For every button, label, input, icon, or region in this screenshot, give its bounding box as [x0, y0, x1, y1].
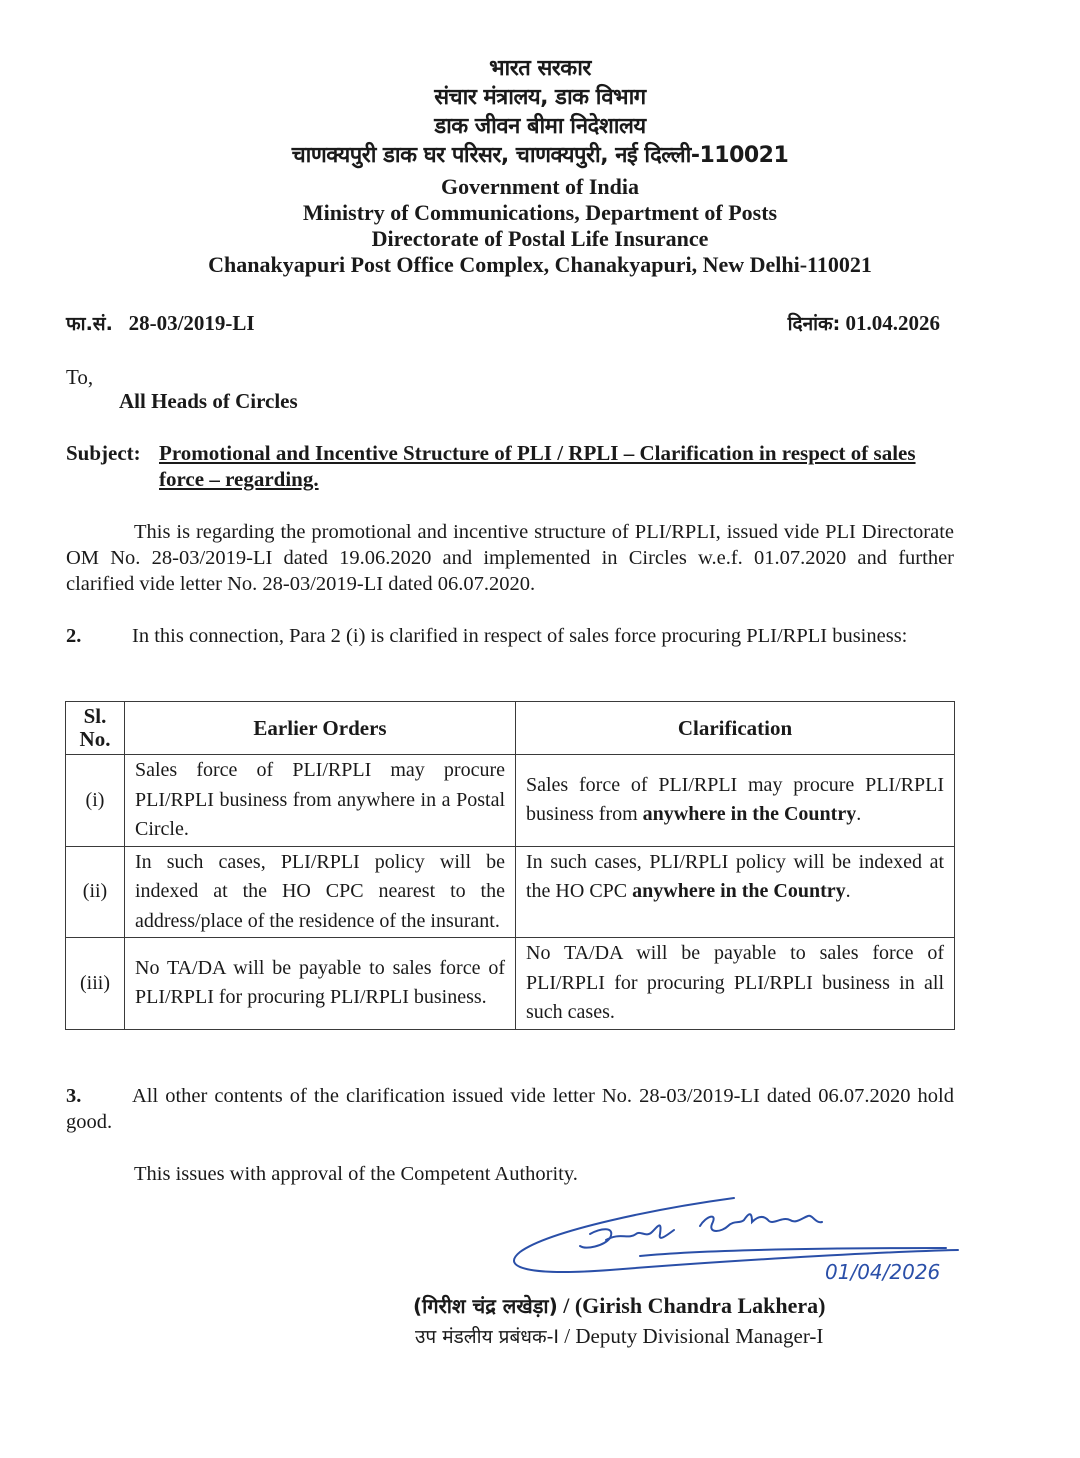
to-label: To, [66, 365, 94, 389]
paragraph-number: 3. [66, 1085, 82, 1107]
row-earlier-order: In such cases, PLI/RPLI policy will be indexed at the HO CPC nearest to the address/place of the residence of the insurant. [125, 846, 516, 938]
header-clarification: Clarification [516, 702, 955, 755]
clarification-punct: . [845, 880, 851, 902]
row-sl-no: (iii) [66, 938, 125, 1030]
clarification-text: No TA/DA will be payable to sales force of PLI/RPLI for procuring PLI/RPLI business in all such cases. [526, 942, 944, 1023]
letterhead-hindi [0, 54, 1080, 170]
paragraph-2-text: In this connection, Para 2 (i) is clarified in respect of sales force procuring PLI/RPLI business: [132, 625, 908, 647]
file-number-value: 28-03/2019-LI [128, 311, 255, 335]
paragraph-3-text: All other contents of the clarification issued vide letter No. 28-03/2019-LI dated 06.07.2020 hold good. [66, 1085, 954, 1133]
paragraph-2 [66, 623, 954, 649]
table-row [66, 938, 955, 1030]
handwritten-date: 01/04/2026 [825, 1260, 941, 1284]
row-clarification [516, 755, 955, 847]
signatory-name-hindi: (गिरीश चंद्र लखेड़ा) [413, 1294, 558, 1318]
paragraph-1: This is regarding the promotional and incentive structure of PLI/RPLI, issued vide PLI Directorate OM No. 28-03/2019-LI dated 19.06.2020 and implemented in Circles w.e.f. 01.07.2020 and further clarified vide letter No. 28-03/2019-LI dated 06.07.2020. [66, 521, 954, 595]
designation-english: Deputy Divisional Manager-I [575, 1324, 824, 1348]
signatory-name-english: (Girish Chandra Lakhera) [574, 1293, 826, 1318]
designation-separator: / [559, 1324, 576, 1348]
row-earlier-order: No TA/DA will be payable to sales force of PLI/RPLI for procuring PLI/RPLI business. [125, 938, 516, 1030]
clarification-text: Sales force of PLI/RPLI may procure PLI/RPLI business from [526, 773, 944, 826]
date-value: 01.04.2026 [845, 311, 940, 335]
letterhead-english-line: Directorate of Postal Life Insurance [371, 226, 709, 251]
clarification-text: In such cases, PLI/RPLI policy will be indexed at the HO CPC [526, 850, 944, 902]
row-clarification [516, 938, 955, 1030]
clarification-emphasis: anywhere in the Country [642, 803, 857, 826]
signatory-designation [415, 1323, 823, 1349]
paragraph-3 [66, 1083, 954, 1135]
subject-label: Subject: [66, 441, 141, 465]
header-sl-no: Sl. No. [66, 702, 125, 755]
table-row [66, 846, 955, 938]
header-earlier-orders: Earlier Orders [125, 702, 516, 755]
table-header-row [66, 702, 955, 755]
row-clarification [516, 846, 955, 938]
letterhead-hindi-line: डाक जीवन बीमा निदेशालय [434, 114, 646, 139]
addressee: All Heads of Circles [119, 389, 298, 413]
clarification-punct: . [856, 803, 862, 826]
table-row [66, 755, 955, 847]
letter-date [788, 310, 940, 336]
file-number [66, 310, 255, 336]
date-label: दिनांक: [787, 313, 841, 335]
letterhead-hindi-line: भारत सरकार [489, 56, 591, 81]
letterhead-hindi-line: चाणक्यपुरी डाक घर परिसर, चाणक्यपुरी, नई दिल्ली-110021 [291, 143, 789, 168]
letterhead-english-line: Ministry of Communications, Department of Posts [302, 200, 778, 225]
signatory-name [413, 1292, 825, 1319]
letterhead-english [0, 174, 1080, 278]
name-separator: / [557, 1293, 575, 1318]
clarification-table [65, 701, 955, 1030]
letterhead-english-line: Chanakyapuri Post Office Complex, Chanakyapuri, New Delhi-110021 [208, 252, 872, 277]
row-sl-no: (ii) [66, 846, 125, 938]
clarification-emphasis: anywhere in the Country [632, 880, 846, 902]
row-sl-no: (i) [66, 755, 125, 847]
file-number-label: फा.सं. [66, 313, 113, 335]
paragraph-number: 2. [66, 625, 82, 647]
designation-hindi: उप मंडलीय प्रबंधक-I [415, 1326, 560, 1348]
letterhead-english-line: Government of India [441, 174, 639, 199]
letterhead-hindi-line: संचार मंत्रालय, डाक विभाग [434, 85, 646, 110]
subject-text: Promotional and Incentive Structure of PLI / RPLI – Clarification in respect of sales force – regarding. [159, 441, 916, 491]
approval-line: This issues with approval of the Competent Authority. [134, 1163, 578, 1185]
row-earlier-order: Sales force of PLI/RPLI may procure PLI/RPLI business from anywhere in a Postal Circle. [125, 755, 516, 847]
